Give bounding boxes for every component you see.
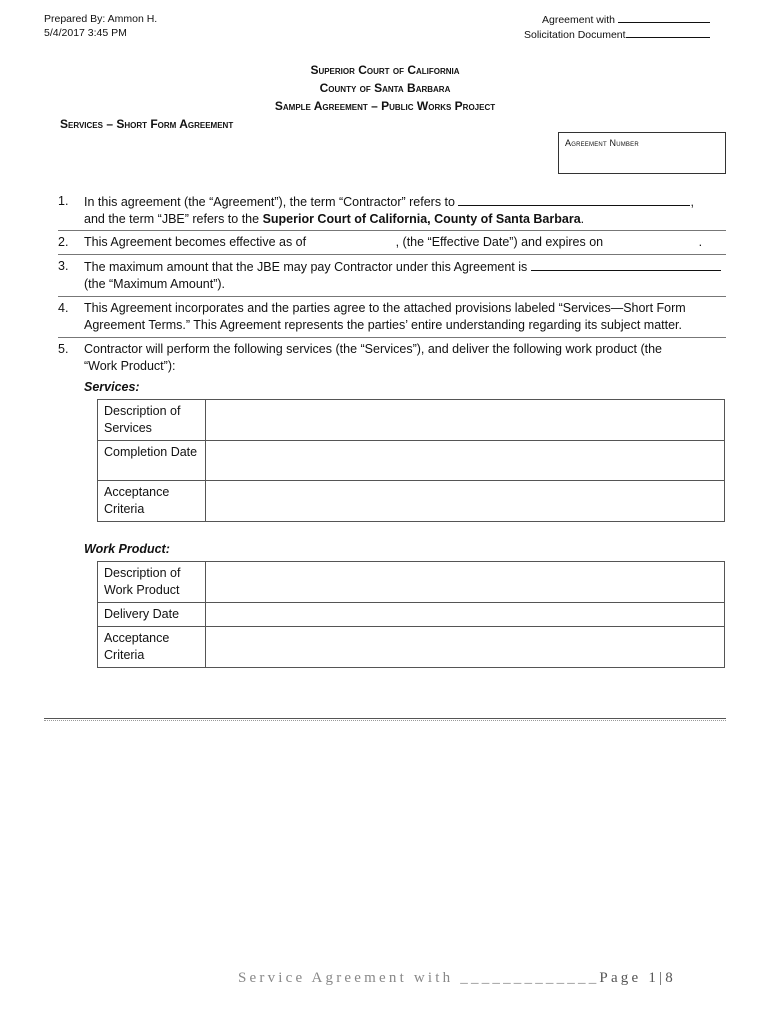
separator: [58, 254, 726, 255]
footer: [238, 970, 676, 987]
agreement-number-label: Agreement Number: [565, 138, 639, 148]
header-right: [524, 12, 710, 42]
header-left: [44, 12, 157, 40]
item-3-line-a: The maximum amount that the JBE may pay Contractor under this Agreement is: [84, 260, 528, 274]
item-4-line-b: Agreement Terms.” This Agreement represents the parties’ entire understanding regarding its subject matter.: [84, 318, 682, 332]
maximum-amount-blank[interactable]: [531, 258, 721, 271]
bottom-rule: [44, 718, 726, 719]
title-line-1: Superior Court of California: [310, 63, 460, 77]
work-product-heading: Work Product:: [84, 542, 170, 556]
delivery-date-label: Delivery Date: [98, 603, 206, 627]
table-row: [98, 441, 725, 481]
item-1-line-c: and the term “JBE” refers to the: [84, 212, 260, 226]
item-1-line-a: In this agreement (the “Agreement”), the term “Contractor” refers to: [84, 195, 455, 209]
item-2-line-b: , (the “Effective Date”) and expires on: [395, 235, 604, 249]
item-3-number: 3.: [58, 259, 69, 273]
item-5-line-a: Contractor will perform the following services (the “Services”), and deliver the following work product (the: [84, 342, 663, 356]
form-title: Services – Short Form Agreement: [60, 117, 234, 131]
item-5-number: 5.: [58, 342, 69, 356]
services-table: [97, 399, 725, 522]
title-line-3: Sample Agreement – Public Works Project: [274, 99, 496, 113]
item-2-line-a: This Agreement becomes effective as of: [84, 235, 307, 249]
completion-date-field[interactable]: [206, 441, 725, 481]
item-1-text: [84, 193, 726, 228]
separator: [58, 296, 726, 297]
work-product-description-field[interactable]: [206, 562, 725, 603]
separator: [58, 230, 726, 231]
table-row: [98, 603, 725, 627]
work-product-acceptance-field[interactable]: [206, 627, 725, 668]
footer-text: Service Agreement with _____________: [238, 970, 600, 986]
bottom-rule-dotted: [44, 720, 726, 721]
agreement-with-blank[interactable]: [618, 12, 710, 23]
item-5-line-b: “Work Product”):: [84, 359, 176, 373]
services-description-field[interactable]: [206, 400, 725, 441]
solicitation-document-blank[interactable]: [626, 27, 710, 38]
work-product-acceptance-label: Acceptance Criteria: [98, 627, 206, 668]
item-5-text: [84, 341, 726, 375]
item-1-comma: ,: [690, 195, 694, 209]
title-line-2: County of Santa Barbara: [319, 81, 451, 95]
delivery-date-field[interactable]: [206, 603, 725, 627]
item-2-period: .: [698, 235, 703, 249]
item-2-text: [84, 234, 726, 251]
item-4-number: 4.: [58, 301, 69, 315]
item-1-period: .: [580, 212, 585, 226]
table-row: [98, 481, 725, 522]
footer-page: Page 1|8: [599, 970, 676, 986]
work-product-table: [97, 561, 725, 668]
item-3-line-b: (the “Maximum Amount”).: [84, 277, 226, 291]
work-product-description-label: Description of Work Product: [98, 562, 206, 603]
prepared-by: Prepared By: Ammon H.: [44, 13, 158, 25]
agreement-number-box[interactable]: [558, 132, 726, 174]
table-row: [98, 627, 725, 668]
item-3-text: [84, 258, 726, 293]
item-4-line-a: This Agreement incorporates and the parties agree to the attached provisions labeled “Services—Short Form: [84, 301, 686, 315]
date-time: 5/4/2017 3:45 PM: [44, 27, 127, 39]
table-row: [98, 400, 725, 441]
agreement-with-label: Agreement with: [542, 14, 615, 26]
jbe-name: Superior Court of California, County of Santa Barbara: [262, 212, 581, 226]
item-4-text: [84, 300, 726, 334]
contractor-name-blank[interactable]: [458, 193, 690, 206]
services-heading: Services:: [84, 380, 140, 394]
completion-date-label: Completion Date: [98, 441, 206, 481]
separator: [58, 337, 726, 338]
table-row: [98, 562, 725, 603]
services-description-label: Description of Services: [98, 400, 206, 441]
solicitation-document-label: Solicitation Document: [524, 29, 626, 41]
services-acceptance-label: Acceptance Criteria: [98, 481, 206, 522]
services-acceptance-field[interactable]: [206, 481, 725, 522]
item-2-number: 2.: [58, 235, 69, 249]
item-1-number: 1.: [58, 194, 69, 208]
